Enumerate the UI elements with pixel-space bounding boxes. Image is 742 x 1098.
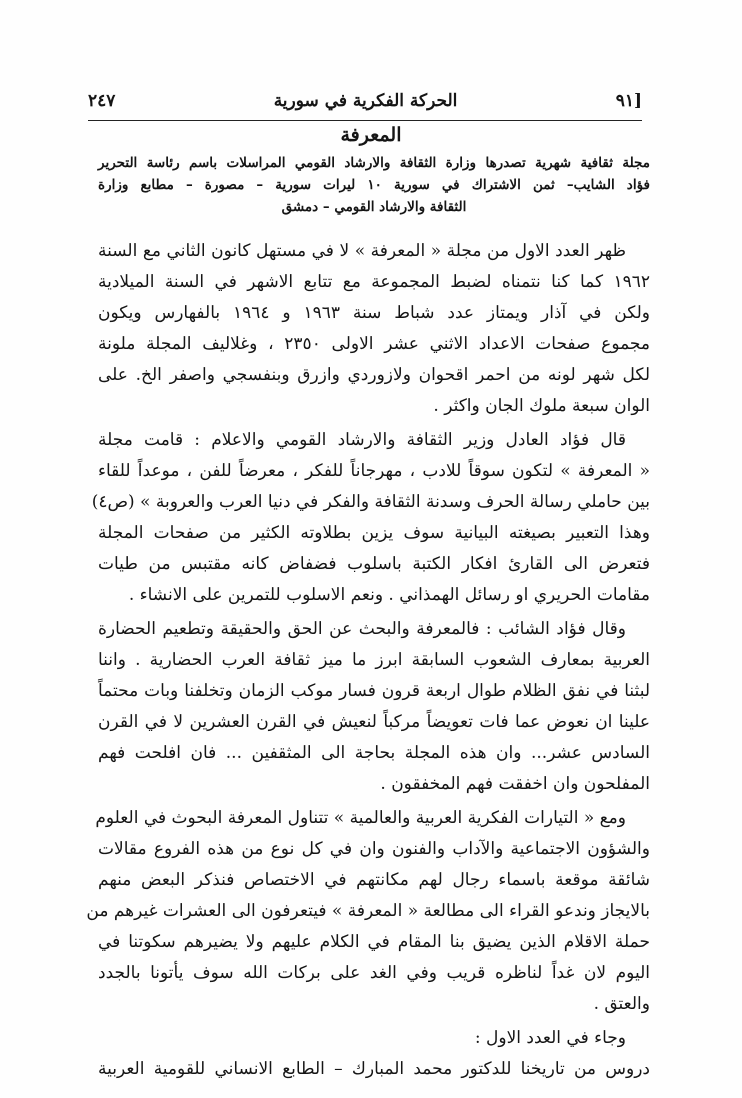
text-line: بين حاملي رسالة الحرف وسدنة الثقافة والفكر في دنيا العرب والعروبة » (ص٤) bbox=[91, 492, 650, 512]
text-line: مقامات الحريري او رسائل الهمذاني . ونعم الاسلوب للتمرين على الانشاء . bbox=[128, 585, 650, 605]
text-line: الوان سبعة ملوك الجان واكثر . bbox=[433, 396, 650, 416]
text-line: وقال فؤاد الشائب : فالمعرفة والبحث عن الحق والحقيقة وتطعيم الحضارة bbox=[98, 619, 626, 639]
section-title: المعرفة bbox=[340, 124, 402, 146]
text-line: المفلحون وان اخفقت فهم المخفقون . bbox=[380, 774, 650, 794]
page-number-right: [٩١ bbox=[615, 91, 642, 111]
text-line: والشؤون الاجتماعية والآداب والفنون وان في كل نوع من هذه الفروع مقالات bbox=[98, 839, 650, 859]
running-title: الحركة الفكرية في سورية bbox=[273, 91, 458, 111]
running-header bbox=[88, 84, 642, 118]
body-text bbox=[86, 236, 651, 1085]
text-line: لبثنا في نفق الظلام طوال اربعة قرون فسار موكب الزمان وتخلفنا وبات محتماً bbox=[98, 681, 650, 701]
text-line: وهذا التعبير بصيغته البيانية سوف يزين بطلاوته الكثير من صفحات المجلة bbox=[98, 523, 650, 543]
text-line: ١٩٦٢ كما كنا نتمناه لضبط المجموعة مع تتابع الاشهر في السنة الميلادية bbox=[98, 272, 650, 292]
text-line: ولكن في آذار ويمتاز عدد شباط سنة ١٩٦٣ و ١٩٦٤ بالفهارس ويكون bbox=[98, 303, 650, 323]
text-line: وجاء في العدد الاول : bbox=[474, 1028, 626, 1048]
intro-line: فؤاد الشايب– ثمن الاشتراك في سورية ١٠ ليرات سورية – مصورة – مطابع وزارة bbox=[98, 177, 650, 193]
text-line: حملة الاقلام الذين يضيق بنا المقام في الكلام عليهم ولا يضيرهم سكوتنا في bbox=[98, 932, 650, 952]
publication-details bbox=[98, 152, 650, 218]
text-line: ومع « التيارات الفكرية العربية والعالمية » تتناول المعرفة البحوث في العلوم bbox=[95, 808, 626, 828]
text-line: والعتق . bbox=[593, 994, 650, 1014]
text-line: دروس من تاريخنا للدكتور محمد المبارك – الطابع الانساني للقومية العربية bbox=[98, 1059, 650, 1079]
text-line: مجموع صفحات الاعداد الاثني عشر الاولى ٢٣٥٠ ، وغلاليف المجلة ملونة bbox=[98, 334, 651, 354]
text-line: علينا ان نعوض عما فات تعويضاً مركباً لنعيش في القرن العشرين لا في القرن bbox=[98, 712, 650, 732]
text-line: اليوم لان غداً لناظره قريب وفي الغد على بركات الله سوف يأتونا بالجدد bbox=[98, 963, 650, 983]
intro-line: مجلة ثقافية شهرية تصدرها وزارة الثقافة والارشاد القومي المراسلات باسم رئاسة التحرير bbox=[98, 155, 650, 171]
text-line: العربية بمعارف الشعوب السابقة ابرز ما ميز ثقافة العرب الحضارية . واننا bbox=[98, 650, 650, 670]
page-number-left: ٢٤٧ bbox=[88, 91, 116, 111]
text-line: « المعرفة » لتكون سوقاً للادب ، مهرجاناً للفكر ، معرضاً للفن ، موعداً للقاء bbox=[98, 461, 650, 481]
text-line: بالايجاز وندعو القراء الى مطالعة « المعرفة » فيتعرفون الى العشرات غيرهم من bbox=[86, 901, 650, 921]
intro-line: الثقافة والارشاد القومي – دمشق bbox=[281, 199, 467, 215]
text-line: ظهر العدد الاول من مجلة « المعرفة » لا في مستهل كانون الثاني مع السنة bbox=[98, 241, 626, 261]
text-line: لكل شهر لونه من احمر اقحوان ولازوردي وازرق وبنفسجي واصفر الخ. على bbox=[98, 365, 650, 385]
text-line: السادس عشر... وان هذه المجلة بحاجة الى المثقفين ... فان افلحت فهم bbox=[98, 743, 650, 763]
header-rule bbox=[88, 120, 642, 121]
text-line: فتعرض الى القارئ افكار الكتبة باسلوب فضفاض كانه مقتبس من طيات bbox=[98, 554, 650, 574]
text-line: شائقة موقعة باسماء رجال لهم مكانتهم في الاختصاص فنذكر البعض منهم bbox=[98, 870, 650, 890]
text-line: قال فؤاد العادل وزير الثقافة والارشاد القومي والاعلام : قامت مجلة bbox=[98, 430, 626, 450]
